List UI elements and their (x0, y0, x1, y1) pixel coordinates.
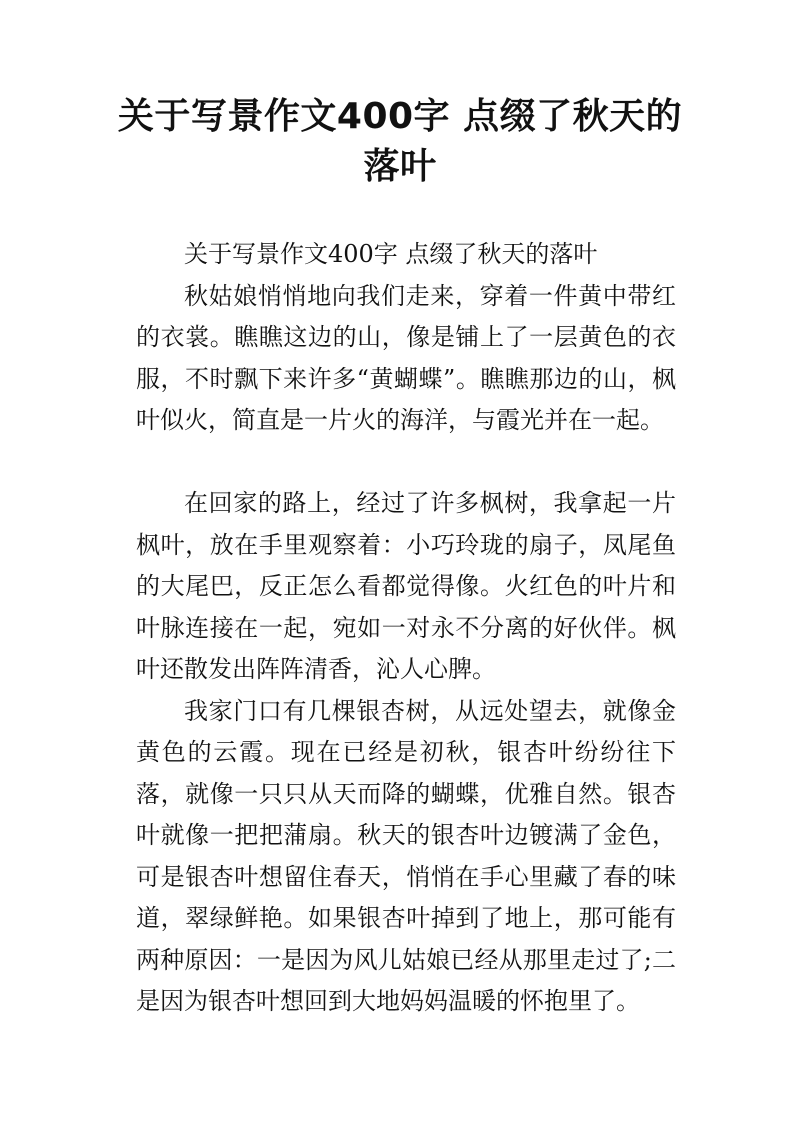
paragraph-maple-leaf: 在回家的路上，经过了许多枫树，我拿起一片枫叶，放在手里观察着：小巧玲珑的扇子，凤尾鱼的大尾巴，反正怎么看都觉得像。火红色的叶片和叶脉连接在一起，宛如一对永不分离的好伙伴。枫叶还散发出阵阵清香，沁人心脾。 (136, 489, 676, 683)
document-title: 关于写景作文400字 点缀了秋天的落叶 (117, 96, 683, 187)
document-body (136, 234, 676, 1023)
paragraph-autumn-arrival: 秋姑娘悄悄地向我们走来，穿着一件黄中带红的衣裳。瞧瞧这边的山，像是铺上了一层黄色的衣服，不时飘下来许多“黄蝴蝶”。瞧瞧那边的山，枫叶似火，简直是一片火的海洋，与霞光并在一起。 (136, 281, 676, 434)
paragraph-heading-repeat: 关于写景作文400字 点缀了秋天的落叶 (184, 240, 598, 268)
paragraph-ginkgo-trees: 我家门口有几棵银杏树，从远处望去，就像金黄色的云霞。现在已经是初秋，银杏叶纷纷往下落，就像一只只从天而降的蝴蝶，优雅自然。银杏叶就像一把把蒲扇。秋天的银杏叶边镀满了金色，可是银杏叶想留住春天，悄悄在手心里藏了春的味道，翠绿鲜艳。如果银杏叶掉到了地上，那可能有两种原因：一是因为风儿姑娘已经从那里走过了;二是因为银杏叶想回到大地妈妈温暖的怀抱里了。 (136, 696, 676, 1015)
